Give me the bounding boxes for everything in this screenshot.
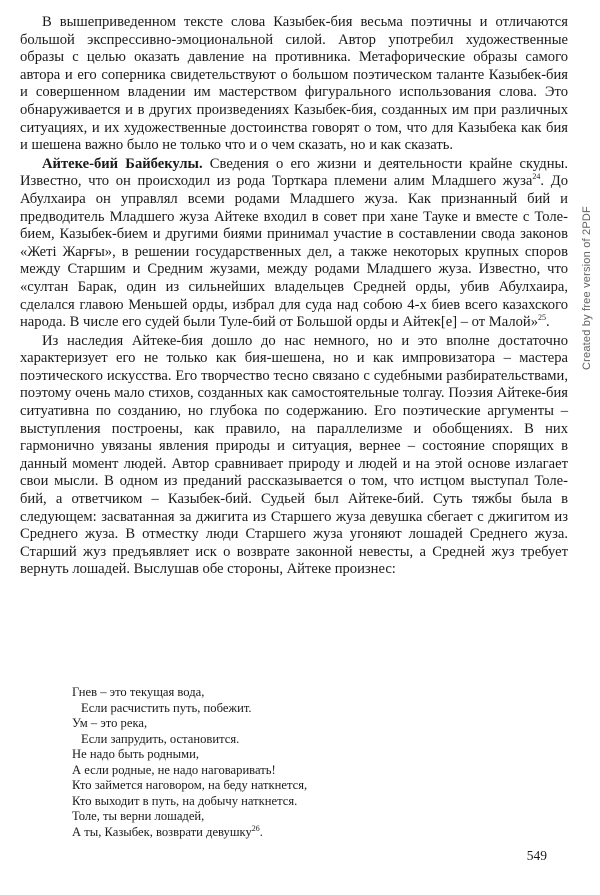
page-number: 549: [526, 848, 547, 863]
poem-line: Ум – это река,: [72, 716, 148, 730]
paragraph-text: Сведения о его жизни и деятельности крайне скудны. Известно, что он происходил из рода Торткара племени алим Младшего жуза: [20, 155, 568, 190]
section-heading: Айтеке-бий Байбекулы.: [42, 155, 203, 172]
paragraph-text: . До Абулхаира он управлял всеми родами Младшего жуза. Как признанный бий и предводитель Младшего жуза Айтеке входил в совет при хане Тауке и вместе с Толе-бием, Казыбек-бием и другими биями принимал участие в составлении свода законов «Жеті Жарғы», в решении государственных дел, а также некоторых крупных споров между Старшим и Средним жузами, между родами Младшего жуза. Известно, что «султан Барак, один из сильнейших владельцев Средней орды, убив Абулхаира, сделался главою Меньшей орды, избрал для суда над собою 4-х биев всего казахского народа. В числе его судей были Туле-бий от Большой орды и Айтек[е] – от Малой»: [20, 173, 568, 331]
poem-line: А если родные, не надо наговаривать!: [72, 762, 276, 777]
poem-line: Гнев – это текущая вода,: [72, 685, 205, 699]
poem-line: Кто выходит в путь, на добычу наткнется.: [72, 793, 298, 808]
body-text: [20, 14, 568, 579]
poem-line: Если запрудить, остановится.: [81, 731, 240, 746]
poem: [72, 685, 492, 840]
footnote-ref: 24: [532, 172, 541, 182]
footnote-ref: 26: [251, 823, 260, 833]
paragraph: [20, 156, 568, 332]
watermark: Created by free version of 2PDF: [581, 206, 593, 370]
footnote-ref: 25: [538, 313, 547, 323]
poem-line-end: .: [259, 824, 263, 839]
poem-line: Не надо быть родными,: [72, 747, 199, 761]
paragraph: В вышеприведенном тексте слова Казыбек-бия весьма поэтичны и отличаются большой экспрессивно-эмоциональной силой. Автор употребил художественные образы с целью оказать давление на противника. Метафорические образы самого автора и его соперника свидетельствуют о большом поэтическом таланте Казыбек-бия и совершенном владении им мастерством фигурального использования слова. Это обнаруживается и в других произведениях Казыбек-бия, созданных им при различных ситуациях, и их художественные достоинства говорят о том, что для Казыбека как бия и шешена важно было не только что и о чем сказать, но и как сказать.: [20, 14, 568, 154]
poem-line-text: А ты, Казыбек, возврати девушку: [72, 824, 252, 839]
paragraph-text: .: [546, 314, 550, 331]
poem-line: Если расчистить путь, побежит.: [81, 700, 252, 715]
paragraph: Из наследия Айтеке-бия дошло до нас немного, но и это вполне достаточно характеризует его не только как бия-шешена, но и как импровизатора – мастера поэтического искусства. Его творчество тесно связано с судебными разбирательствами, поэтому очень мало стихов, созданных как самостоятельные толгау. Поэзия Айтеке-бия ситуативна по созданию, но глубока по содержанию. Его поэтические аргументы – выступления построены, как правило, на параллелизме и обобщениях. В них гармонично увязаны явления природы и ситуация, вернее – состояние спорящих в данный момент людей. Автор сравнивает природу и людей и на этой основе излагает свои мысли. В одном из преданий рассказывается о том, что истцом выступал Толе-бий, а ответчиком – Казыбек-бий. Судьей был Айтеке-бий. Суть тяжбы была в следующем: засватанная за джигита из Старшего жуза девушка сбегает с джигитом из Среднего жуза. В отместку люди Старшего жуза угоняют лошадей Среднего жуза. Старший жуз предъявляет иск о возврате законной невесты, а Средней жуз требует вернуть лошадей. Выслушав обе стороны, Айтеке произнес:: [20, 332, 568, 578]
poem-line: Кто займется наговором, на беду наткнется,: [72, 778, 308, 792]
poem-line: [72, 825, 492, 841]
poem-line: Толе, ты верни лошадей,: [72, 809, 205, 823]
